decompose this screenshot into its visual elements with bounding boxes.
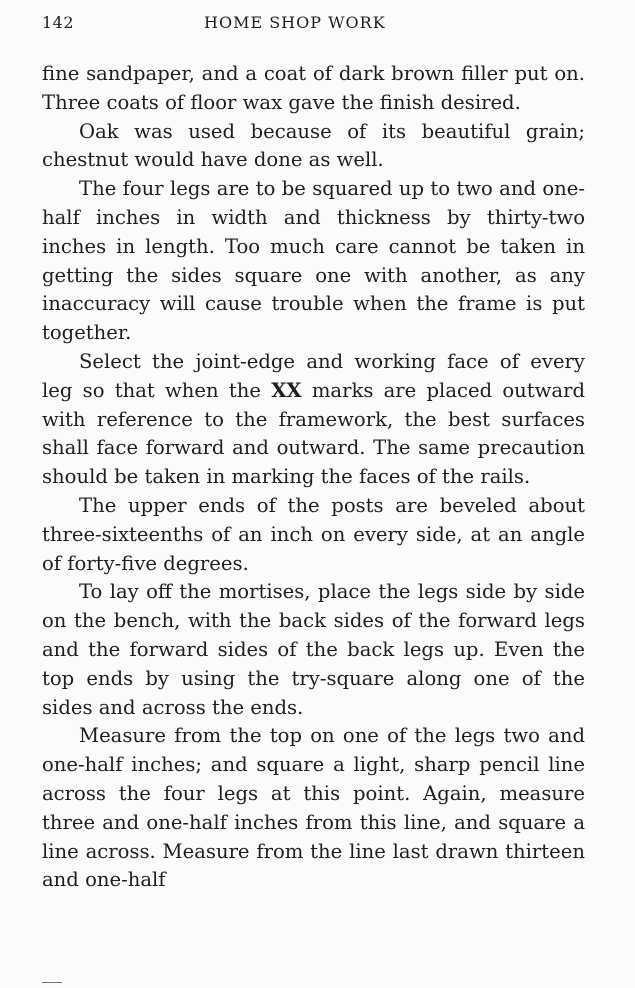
- paragraph-select-part-2: marks are placed outward with reference to the framework, the best surfaces shall face forward and outward. The same precaution should be taken in marking the faces of the rails.: [42, 378, 585, 489]
- running-head: HOME SHOP WORK: [204, 13, 386, 32]
- page-header: [42, 10, 585, 38]
- paragraph-select-edges: [42, 348, 585, 492]
- paragraph-continuation: fine sandpaper, and a coat of dark brown filler put on. Three coats of floor wax gave the finish desired.: [42, 62, 585, 114]
- xx-marks: XX: [271, 378, 302, 402]
- paragraph-mortises: To lay off the mortises, place the legs side by side on the bench, with the back sides of the forward legs and the forward sides of the back legs up. Even the top ends by using the try-square along one of the sides and across the ends.: [42, 580, 585, 719]
- bottom-rule: [42, 982, 62, 983]
- paragraph-legs: The four legs are to be squared up to two and one-half inches in width and thickness by thirty-two inches in length. Too much care cannot be taken in getting the sides square one with another, as any inaccuracy will cause trouble when the frame is put together.: [42, 177, 585, 345]
- page-number: 142: [42, 13, 75, 32]
- paragraph-oak: Oak was used because of its beautiful grain; chestnut would have done as well.: [42, 119, 585, 172]
- paragraph-select-part-1: Select the joint-edge and working face of every leg so that when the: [42, 349, 585, 402]
- paragraph-measure: Measure from the top on one of the legs two and one-half inches; and square a light, sharp pencil line across the four legs at this point. Again, measure three and one-half inches from this line, and square a line across. Measure from the line last drawn thirteen and one-half: [42, 724, 585, 892]
- body-text: [42, 60, 585, 895]
- paragraph-bevel: The upper ends of the posts are beveled about three-sixteenths of an inch on every side, at an angle of forty-five degrees.: [42, 493, 585, 575]
